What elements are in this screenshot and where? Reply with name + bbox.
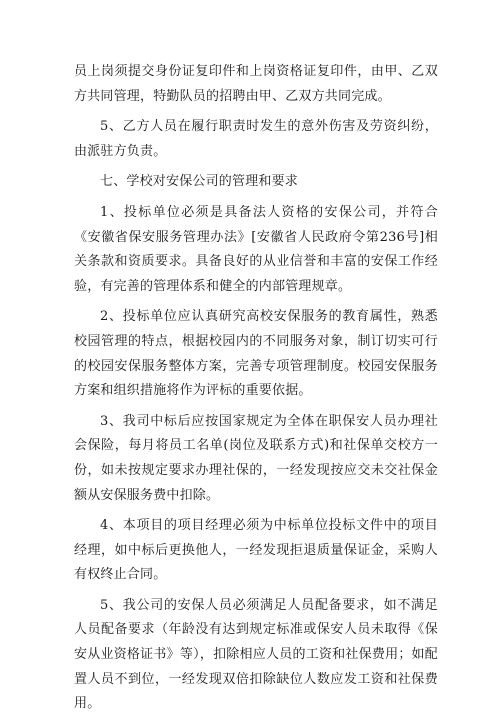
paragraph-item-5-liability: 5、乙方人员在履行职责时发生的意外伤害及劳资纠纷，由派驻方负责。	[74, 119, 438, 159]
paragraph-item-2-service-plan: 2、投标单位应认真研究高校安保服务的教育属性，熟悉校园管理的特点，根据校园内的不同服务对象，制订切实可行的校园安保服务整体方案，完善专项管理制度。校园安保服务方案和组织措施将作为评标的重要依据。	[74, 309, 438, 399]
paragraph-item-3-social-insurance: 3、我司中标后应按国家规定为全体在职保安人员办理社会保险，每月将员工名单(岗位及联系方式)和社保单交校方一份，如未按规定要求办理社保的，一经发现按应交未交社保金额从安保服务费中扣除。	[74, 413, 438, 503]
paragraph-item-1-qualification: 1、投标单位必须是具备法人资格的安保公司，并符合《安徽省保安服务管理办法》[安徽省人民政府令第236号]相关条款和资质要求。具备良好的从业信誉和丰富的安保工作经验，有完善的管理体系和健全的内部管理规章。	[74, 204, 438, 294]
paragraph-item-5-staffing: 5、我公司的安保人员必须满足人员配备要求，如不满足人员配备要求（年龄没有达到规定标准或保安人员未取得《保安从业资格证书》等），扣除相应人员的工资和社保费用；如配置人员不到位，一经发现双倍扣除缺位人数应发工资和社保费用。	[74, 597, 438, 712]
paragraph-item-4-project-manager: 4、本项目的项目经理必须为中标单位投标文件中的项目经理，如中标后更换他人，一经发现拒退质量保证金，采购人有权终止合同。	[74, 518, 438, 583]
section-heading-seven: 七、学校对安保公司的管理和要求	[100, 174, 299, 190]
paragraph-continuation: 员上岗须提交身份证复印件和上岗资格证复印件，由甲、乙双方共同管理，特勤队员的招聘由甲、乙双方共同完成。	[74, 64, 438, 104]
